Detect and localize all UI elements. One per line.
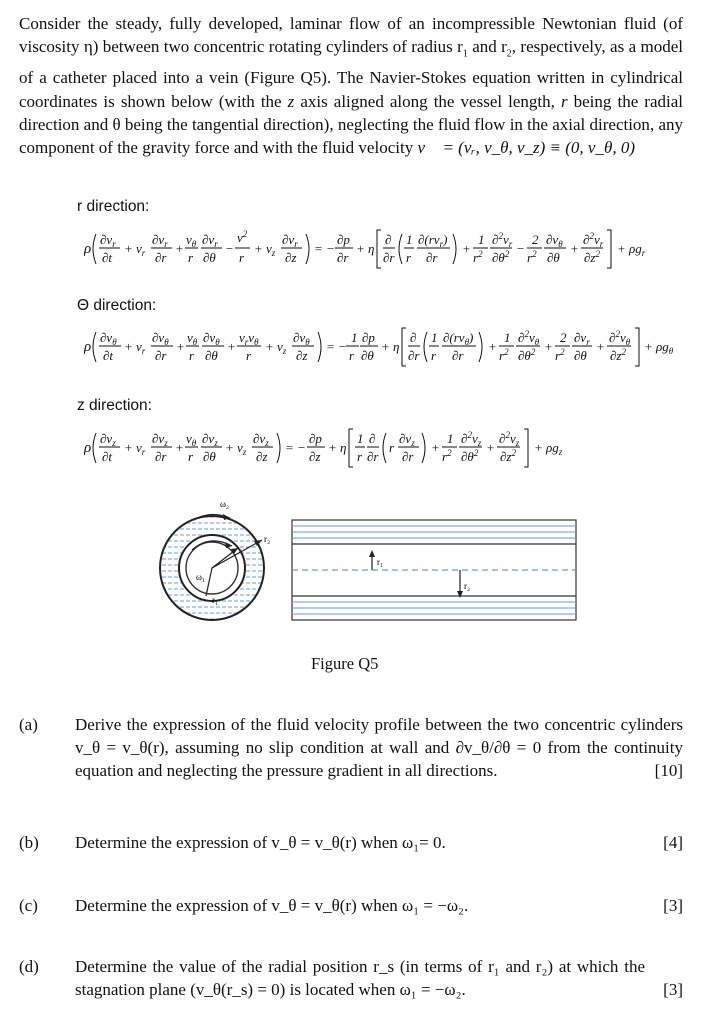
svg-text:+: + <box>431 440 440 455</box>
z-direction-label: z direction: <box>77 397 152 414</box>
svg-text:∂z2: $\partial z^2$ <box>584 249 600 265</box>
svg-text:∂p: ∂p <box>309 431 322 446</box>
svg-text:vrvθ: $v_rv_\theta$ <box>239 330 259 347</box>
svg-text:+ ρgz: + $\rho g_z$ <box>534 440 563 457</box>
svg-text:+ η: + η <box>381 339 400 354</box>
r1-label: r₁ <box>212 595 219 605</box>
svg-text:∂: ∂ <box>385 232 392 247</box>
svg-text:∂2vθ: $\partial^2v_\theta$ <box>609 329 631 347</box>
svg-text:∂vθ: $\partial v_\theta$ <box>203 330 220 347</box>
r1-side-label: r₁ <box>377 557 384 567</box>
svg-text:r2: $r^2$ <box>442 448 452 464</box>
svg-text:∂t: ∂t <box>102 449 113 464</box>
question-text: Determine the value of the radial position r_s (in terms of r₁ and r₂) at which the stagnation plane (v_θ(r_s) = 0) is located when ω₁ = −ω₂. <box>75 957 645 999</box>
svg-text:∂θ2: $\partial\theta^2$ <box>492 249 510 265</box>
svg-text:r: r <box>246 348 252 363</box>
svg-text:∂r: ∂r <box>155 250 167 265</box>
svg-text:+ ρgθ: + $\rho g_\theta$ <box>644 339 674 356</box>
question-marks: [3] <box>663 896 683 915</box>
svg-text:∂r: ∂r <box>367 449 379 464</box>
svg-text:∂(rvθ): $\partial(rv_\theta)$ <box>443 330 474 347</box>
svg-text:∂θ: ∂θ <box>361 348 374 363</box>
svg-text:∂p: ∂p <box>362 330 375 345</box>
svg-text:+: + <box>175 440 184 455</box>
question-c <box>19 894 683 920</box>
svg-text:+ η: + η <box>356 241 375 256</box>
svg-text:vθ: $v_\theta$ <box>186 431 197 448</box>
svg-text:vθ: $v_\theta$ <box>186 232 197 249</box>
svg-text:∂t: ∂t <box>102 250 113 265</box>
svg-text:∂θ: ∂θ <box>203 250 216 265</box>
svg-text:+ η: + η <box>328 440 347 455</box>
svg-text:r2: $r^2$ <box>473 249 483 265</box>
svg-text:+: + <box>596 339 605 354</box>
svg-text:∂r: ∂r <box>452 348 464 363</box>
svg-text:∂vr: $\partial v_r$ <box>152 232 168 249</box>
svg-text:∂vr: $\partial v_r$ <box>100 232 116 249</box>
question-text: Derive the expression of the fluid velocity profile between the two concentric cylinders v_θ = v_θ(r), assuming no slip condition at wall and ∂v_θ/∂θ = 0 from the continuity equation and neglecting the pressure gradient in all directions. <box>75 715 683 780</box>
svg-text:∂θ: ∂θ <box>203 449 216 464</box>
svg-text:+ vz: + $v_z$ <box>254 241 276 258</box>
question-label: (d) <box>19 957 39 976</box>
svg-text:ρ: ρ <box>84 339 92 355</box>
svg-text:∂r: ∂r <box>383 250 395 265</box>
question-d <box>19 955 683 1005</box>
question-marks: [10] <box>654 761 683 780</box>
svg-text:∂θ2: $\partial\theta^2$ <box>518 347 536 363</box>
omega1-label: ω₁ <box>196 572 206 582</box>
question-b <box>19 831 683 857</box>
svg-text:∂θ2: $\partial\theta^2$ <box>461 448 479 464</box>
svg-text:vθ: $v_\theta$ <box>187 330 198 347</box>
svg-text:∂vz: $\partial v_z$ <box>202 431 218 448</box>
svg-text:+: + <box>462 241 471 256</box>
svg-text:∂θ: ∂θ <box>547 250 560 265</box>
svg-text:∂vz: $\partial v_z$ <box>152 431 168 448</box>
svg-text:r: r <box>431 348 437 363</box>
svg-text:+ vz: + $v_z$ <box>225 440 247 457</box>
svg-text:∂(rvr): $\partial(rv_r)$ <box>418 232 448 249</box>
svg-text:∂2vθ: $\partial^2v_\theta$ <box>518 329 540 347</box>
svg-text:1: 1 <box>504 330 511 345</box>
svg-text:−: − <box>516 241 525 256</box>
svg-text:r2: $r^2$ <box>527 249 537 265</box>
svg-text:∂z2: $\partial z^2$ <box>610 347 626 363</box>
svg-text:∂θ: ∂θ <box>205 348 218 363</box>
svg-text:+ ρgr: + $\rho g_r$ <box>617 241 646 258</box>
question-marks: [4] <box>663 833 683 852</box>
r-direction-label: r direction: <box>77 198 150 215</box>
svg-text:1: 1 <box>478 232 485 247</box>
svg-text:∂z: ∂z <box>256 449 268 464</box>
svg-text:∂vz: $\partial v_z$ <box>399 431 415 448</box>
r2-label: r₂ <box>264 534 271 544</box>
svg-text:r: r <box>188 449 194 464</box>
svg-text:= −: = − <box>314 241 335 256</box>
svg-text:+: + <box>570 241 579 256</box>
svg-text:1: 1 <box>431 330 438 345</box>
svg-text:r: r <box>406 250 412 265</box>
svg-text:2: 2 <box>532 232 539 247</box>
svg-text:∂z: ∂z <box>285 250 297 265</box>
svg-text:∂2vr: $\partial^2v_r$ <box>583 231 604 249</box>
svg-text:ρ: ρ <box>84 440 92 456</box>
svg-text:2: 2 <box>560 330 567 345</box>
question-text: Determine the expression of v_θ = v_θ(r) when ω₁= 0. <box>75 833 446 852</box>
svg-text:∂vθ: $\partial v_\theta$ <box>293 330 310 347</box>
theta-direction-label: Θ direction: <box>77 297 157 314</box>
svg-text:r2: $r^2$ <box>555 347 565 363</box>
svg-text:∂z: ∂z <box>309 449 321 464</box>
svg-text:∂2vz: $\partial^2v_z$ <box>461 430 482 448</box>
svg-text:1: 1 <box>357 431 364 446</box>
svg-text:∂2vz: $\partial^2v_z$ <box>499 430 520 448</box>
svg-text:ρ: ρ <box>84 241 92 257</box>
svg-text:+ vz: + $v_z$ <box>265 339 287 356</box>
svg-text:∂vz: $\partial v_z$ <box>253 431 269 448</box>
r-direction-equation <box>84 226 684 272</box>
svg-text:1: 1 <box>447 431 454 446</box>
svg-text:= −: = − <box>285 440 306 455</box>
figure-caption: Figure Q5 <box>311 654 379 673</box>
svg-text:∂vθ: $\partial v_\theta$ <box>100 330 117 347</box>
longitudinal-view-diagram <box>292 520 576 620</box>
svg-text:+ vr: + $v_r$ <box>124 241 146 258</box>
svg-text:−: − <box>225 241 234 256</box>
svg-text:∂vθ: $\partial v_\theta$ <box>152 330 169 347</box>
svg-text:∂r: ∂r <box>426 250 438 265</box>
question-text: Determine the expression of v_θ = v_θ(r) when ω₁ = −ω₂. <box>75 896 469 915</box>
theta-direction-equation <box>84 324 704 370</box>
svg-text:= −: = − <box>326 339 347 354</box>
svg-text:+: + <box>227 339 236 354</box>
svg-text:∂r: ∂r <box>155 348 167 363</box>
svg-text:∂vr: $\partial v_r$ <box>282 232 298 249</box>
svg-text:∂vr: $\partial v_r$ <box>202 232 218 249</box>
r2-side-label: r₂ <box>464 581 471 591</box>
svg-text:∂r: ∂r <box>402 449 414 464</box>
svg-text:+ vr: + $v_r$ <box>124 440 146 457</box>
svg-text:∂r: ∂r <box>155 449 167 464</box>
svg-text:+ vr: + $v_r$ <box>124 339 146 356</box>
svg-text:∂2vr: $\partial^2v_r$ <box>492 231 513 249</box>
svg-text:1: 1 <box>406 232 413 247</box>
svg-text:∂r: ∂r <box>337 250 349 265</box>
svg-text:+: + <box>175 241 184 256</box>
svg-text:∂t: ∂t <box>103 348 114 363</box>
svg-text:∂r: ∂r <box>408 348 420 363</box>
svg-text:r: r <box>349 348 355 363</box>
svg-text:∂z2: $\partial z^2$ <box>500 448 516 464</box>
svg-text:+: + <box>488 339 497 354</box>
problem-statement: Consider the steady, fully developed, laminar flow of an incompressible Newtonian fluid (of viscosity η) between two concentric rotating cylinders of radius $r_1$ and $r_2$, respectively, as a model of a catheter placed into a vein (Figure Q5). The Navier-Stokes equation written in cylindrical coordinates is shown below (with the z axis aligned along the vessel length, r being the radial direction and θ being the tangential direction), neglecting the fluid flow in the axial direction, any component of the gravity force and with the fluid velocity v⃗ = (vᵣ, v_θ, v_z) ≡ (0, v_θ, 0) <box>19 14 683 158</box>
question-marks: [3] <box>663 980 683 999</box>
svg-text:∂p: ∂p <box>337 232 350 247</box>
svg-text:1: 1 <box>351 330 358 345</box>
z-direction-equation <box>84 425 604 471</box>
question-label: (a) <box>19 715 38 734</box>
figure-q5 <box>150 490 590 640</box>
svg-text:∂vz: $\partial v_z$ <box>100 431 116 448</box>
svg-text:+: + <box>486 440 495 455</box>
svg-text:+: + <box>176 339 185 354</box>
svg-text:v2: $v^2$ <box>237 229 248 245</box>
question-a <box>19 713 683 793</box>
svg-text:∂vr: $\partial v_r$ <box>574 330 590 347</box>
svg-text:r: r <box>389 440 395 455</box>
svg-text:r2: $r^2$ <box>499 347 509 363</box>
question-label: (b) <box>19 833 39 852</box>
svg-text:∂vθ: $\partial v_\theta$ <box>546 232 563 249</box>
svg-text:∂θ: ∂θ <box>574 348 587 363</box>
svg-text:r: r <box>189 348 195 363</box>
svg-text:r: r <box>239 250 245 265</box>
svg-text:∂: ∂ <box>369 431 376 446</box>
svg-text:r: r <box>357 449 363 464</box>
svg-text:r: r <box>188 250 194 265</box>
omega2-label: ω₂ <box>220 499 230 509</box>
svg-text:∂: ∂ <box>410 330 417 345</box>
svg-text:∂z: ∂z <box>296 348 308 363</box>
svg-text:+: + <box>544 339 553 354</box>
question-label: (c) <box>19 896 38 915</box>
